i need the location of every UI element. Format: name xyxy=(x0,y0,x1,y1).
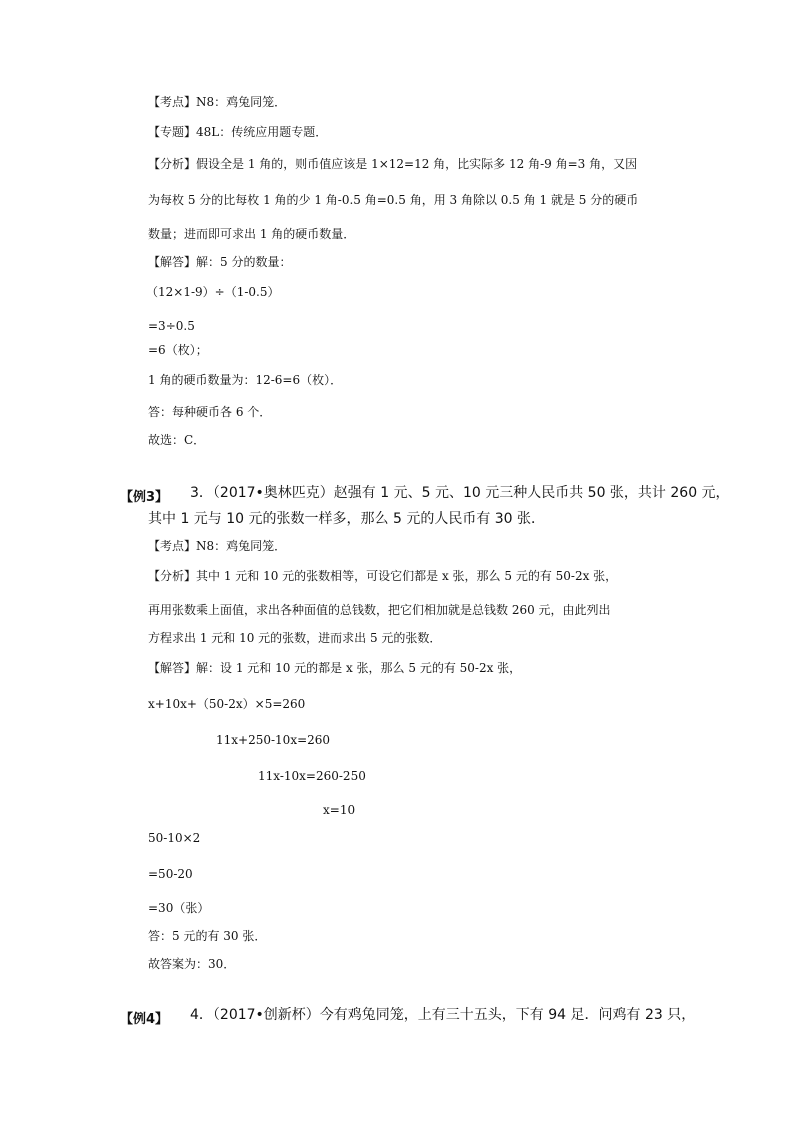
ex2-analysis-line-3: 数量；进而即可求出 1 角的硬币数量． xyxy=(148,227,356,241)
ex2-analysis-line-2: 为每枚 5 分的比每枚 1 角的少 1 角-0.5 角=0.5 角，用 3 角除以 0.5 角 1 就是 5 分的硬币 xyxy=(148,193,639,207)
ex3-question-line-2: 其中 1 元与 10 元的张数一样多，那么 5 元的人民币有 30 张． xyxy=(148,511,546,527)
ex3-solution-heading: 【解答】解：设 1 元和 10 元的都是 x 张，那么 5 元的有 50-2x 张， xyxy=(148,661,522,675)
ex3-result: 故答案为：30． xyxy=(148,957,236,971)
ex3-question-line-1: 3．（2017•奥林匹克）赵强有 1 元、5 元、10 元三种人民币共 50 张，共计 260 元， xyxy=(190,485,730,501)
ex3-label: 【例3】 xyxy=(120,490,169,505)
ex2-zhuanti: 【专题】48L：传统应用题专题． xyxy=(148,125,328,139)
ex3-answer: 答：5 元的有 30 张． xyxy=(148,929,267,943)
ex3-analysis-line-2: 再用张数乘上面值，求出各种面值的总钱数，把它们相加就是总钱数 260 元，由此列出 xyxy=(148,603,611,617)
ex2-step-1: （12×1-9）÷（1-0.5） xyxy=(146,285,280,299)
ex2-solution-heading: 【解答】解：5 分的数量： xyxy=(148,255,292,269)
ex3-calc-2: =50-20 xyxy=(148,867,193,881)
ex3-kaodian: 【考点】N8：鸡兔同笼． xyxy=(148,539,287,553)
ex3-calc-3: =30（张） xyxy=(148,901,210,915)
ex3-calc-1: 50-10×2 xyxy=(148,831,201,845)
ex3-analysis-line-3: 方程求出 1 元和 10 元的张数，进而求出 5 元的张数． xyxy=(148,631,442,645)
ex3-equation-1: x+10x+（50-2x）×5=260 xyxy=(148,697,306,711)
ex3-equation-3: 11x-10x=260-250 xyxy=(258,769,366,783)
ex2-choice: 故选：C． xyxy=(148,433,206,447)
ex2-step-2: =3÷0.5 xyxy=(148,319,195,333)
ex4-question-line-1: 4．（2017•创新杯）今有鸡兔同笼，上有三十五头，下有 94 足．问鸡有 23 只， xyxy=(190,1007,696,1023)
ex2-analysis-line-1: 【分析】假设全是 1 角的，则币值应该是 1×12=12 角，比实际多 12 角-9 角=3 角，又因 xyxy=(148,157,638,171)
ex2-answer: 答：每种硬币各 6 个． xyxy=(148,405,272,419)
ex3-analysis-line-1: 【分析】其中 1 元和 10 元的张数相等，可设它们都是 x 张，那么 5 元的有 50-2x 张， xyxy=(148,569,618,583)
ex4-label: 【例4】 xyxy=(120,1012,169,1027)
ex3-equation-4: x=10 xyxy=(323,803,356,817)
ex2-kaodian: 【考点】N8：鸡兔同笼． xyxy=(148,95,287,109)
ex3-equation-2: 11x+250-10x=260 xyxy=(216,733,331,747)
ex2-step-4: 1 角的硬币数量为：12-6=6（枚）． xyxy=(148,373,343,387)
ex2-step-3: =6（枚）； xyxy=(148,343,208,357)
